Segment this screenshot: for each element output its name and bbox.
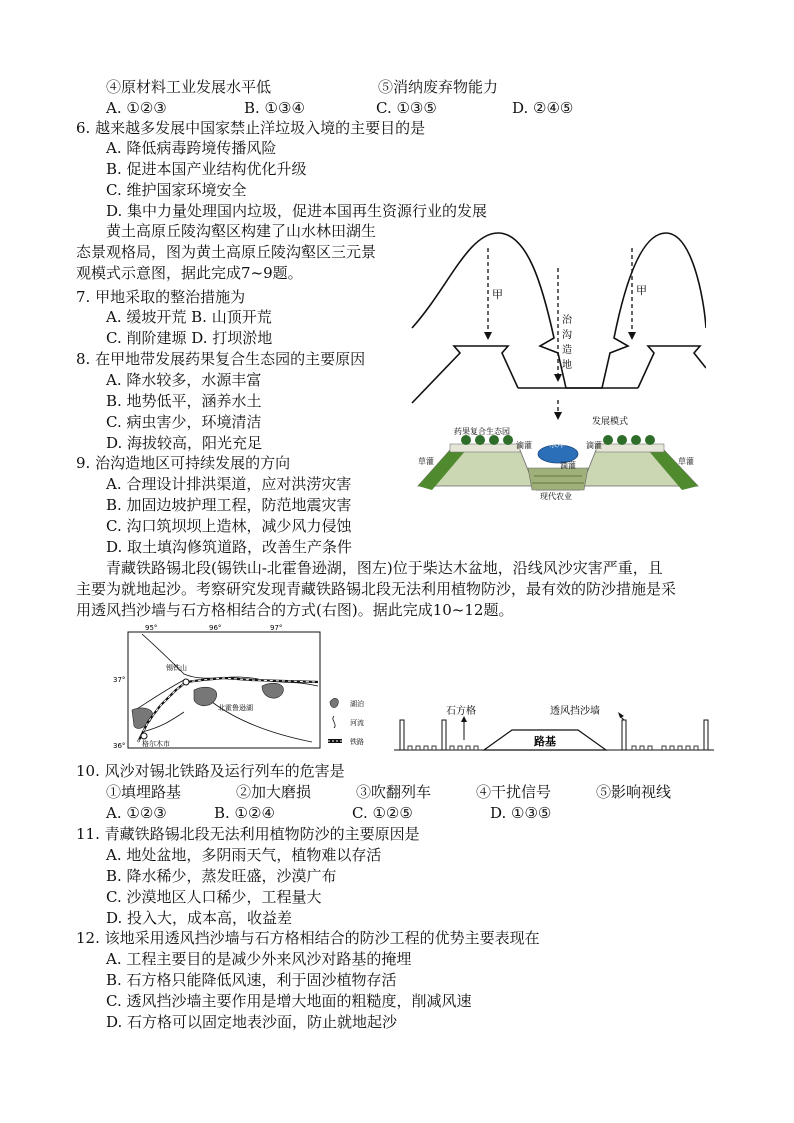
prev-item-4: ④原材料工业发展水平低 — [106, 78, 272, 96]
lon-96: 96° — [209, 624, 222, 632]
modern-agriculture-label: 现代农业 — [540, 492, 572, 500]
wall-left — [442, 720, 446, 750]
lat-36: 36° — [113, 742, 126, 750]
q11-option-d: D. 投入大，成本高，收益差 — [106, 909, 293, 927]
eco-garden-label: 药果复合生态园 — [454, 427, 510, 436]
q9-option-a: A. 合理设计排洪渠道，应对洪涝灾害 — [106, 475, 352, 493]
wall-right — [622, 720, 626, 750]
map-frame — [128, 632, 320, 748]
q10-choice-b: B. ①②④ — [214, 804, 275, 822]
drip-right-label: 滴灌 — [586, 441, 602, 450]
q11-option-a: A. 地处盆地，多阴雨天气，植物难以存活 — [106, 846, 382, 864]
prev-choice-d: D. ②④⑤ — [512, 99, 574, 117]
label-center-3: 造 — [562, 345, 572, 356]
golmud-marker — [141, 733, 147, 739]
q12-option-d: D. 石方格可以固定地表沙面，防止就地起沙 — [106, 1013, 398, 1031]
q9-option-d: D. 取土填沟修筑道路，改善生产条件 — [106, 538, 353, 556]
q11-option-b: B. 降水稀少，蒸发旺盛，沙漠广布 — [106, 867, 337, 885]
lon-95: 95° — [145, 624, 158, 632]
drip-bottom-label: 滴灌 — [560, 461, 576, 470]
reservoir-label: 水库 — [549, 440, 565, 449]
mode-label: 发展模式 — [592, 417, 629, 427]
roadbed-label: 路基 — [534, 735, 556, 748]
intro-10-12-line1: 青藏铁路锡北段(锡铁山-北霍鲁逊湖，图左)位于柴达木盆地，沿线风沙灾害严重，且 — [106, 559, 663, 577]
wall-label: 透风挡沙墙 — [550, 706, 600, 717]
legend-river: 河流 — [350, 719, 364, 727]
q11-option-c: C. 沙漠地区人口稀少，工程量大 — [106, 888, 322, 906]
prev-choice-b: B. ①③④ — [244, 99, 305, 117]
label-jia-left: 甲 — [492, 288, 503, 301]
legend-river-icon — [333, 716, 335, 728]
q12-option-a: A. 工程主要目的是减少外来风沙对路基的掩埋 — [106, 950, 412, 968]
intro-10-12-line3: 用透风挡沙墙与石方格相结合的方式(右图)。据此完成10~12题。 — [76, 601, 514, 619]
label-center-4: 地 — [562, 360, 572, 371]
place-golmud: 格尔木市 — [142, 740, 170, 748]
q10-choice-c: C. ①②⑤ — [352, 804, 413, 822]
q10-item-5: ⑤影响视线 — [596, 783, 672, 801]
q10-choice-a: A. ①②③ — [106, 804, 167, 822]
q12-option-b: B. 石方格只能降低风速，利于固沙植物存活 — [106, 971, 397, 989]
arrow-wall — [618, 712, 624, 718]
lat-37: 37° — [113, 676, 126, 684]
label-jia-right: 甲 — [636, 284, 647, 297]
terrace-left — [412, 346, 518, 403]
prev-choice-a: A. ①②③ — [106, 99, 167, 117]
label-center-2: 沟 — [562, 330, 572, 341]
arrow-center — [554, 374, 562, 382]
xitieshan-marker — [183, 679, 189, 685]
legend-lake-icon — [330, 698, 338, 707]
q7-stem: 7. 甲地采取的整治措施为 — [76, 288, 246, 306]
q10-item-2: ②加大磨损 — [236, 783, 312, 801]
stone-grid-right — [632, 746, 698, 750]
intro-7-9-line2: 态景观格局，图为黄土高原丘陵沟壑区三元景 — [76, 243, 377, 261]
grass-left-label: 草灌 — [418, 457, 434, 466]
q8-option-b: B. 地势低平，涵养水土 — [106, 392, 262, 410]
legend-railway-icon — [328, 739, 342, 743]
drip-left-label: 滴灌 — [516, 441, 532, 450]
q7-options-row2: C. 削阶建塬 D. 打坝淤地 — [106, 329, 273, 347]
q8-stem: 8. 在甲地带发展药果复合生态园的主要原因 — [76, 350, 366, 368]
q8-option-c: C. 病虫害少，环境清洁 — [106, 413, 262, 431]
q10-choice-d: D. ①③⑤ — [490, 804, 552, 822]
q6-option-c: C. 维护国家环境安全 — [106, 181, 247, 199]
q12-stem: 12. 该地采用透风挡沙墙与石方格相结合的防沙工程的优势主要表现在 — [76, 929, 540, 947]
q6-option-b: B. 促进本国产业结构优化升级 — [106, 160, 307, 178]
label-center-1: 治 — [562, 315, 572, 326]
legend-railway: 铁路 — [350, 738, 364, 746]
terrace-right — [638, 346, 706, 388]
q10-item-4: ④干扰信号 — [476, 783, 552, 801]
legend-lake: 湖泊 — [350, 700, 364, 708]
grass-right-label: 草灌 — [678, 457, 694, 466]
q12-option-c: C. 透风挡沙墙主要作用是增大地面的粗糙度，削减风速 — [106, 992, 472, 1010]
q10-item-3: ③吹翻列车 — [356, 783, 432, 801]
intro-7-9-line3: 观模式示意图，据此完成7~9题。 — [76, 264, 303, 282]
hill-profile-line — [412, 233, 706, 388]
q6-option-d: D. 集中力量处理国内垃圾，促进本国再生资源行业的发展 — [106, 202, 488, 220]
q9-option-b: B. 加固边坡护理工程，防范地震灾害 — [106, 496, 352, 514]
q8-option-d: D. 海拔较高，阳光充足 — [106, 434, 263, 452]
xibei-railway-map — [112, 622, 324, 754]
place-xitieshan: 锡铁山 — [166, 664, 187, 672]
q10-item-1: ①填埋路基 — [106, 783, 182, 801]
wall-far-left — [400, 720, 404, 750]
wall-far-right — [704, 720, 708, 750]
q8-option-a: A. 降水较多，水源丰富 — [106, 371, 262, 389]
arrow-right — [628, 332, 636, 340]
loess-landscape-figure — [408, 228, 706, 500]
place-huoluxun-lake: 北霍鲁逊湖 — [218, 704, 253, 712]
q6-option-a: A. 降低病毒跨境传播风险 — [106, 139, 277, 157]
prev-item-5: ⑤消纳废弃物能力 — [378, 78, 499, 96]
arrow-left — [484, 332, 492, 340]
sand-control-profile — [394, 700, 714, 756]
q11-stem: 11. 青藏铁路锡北段无法利用植物防沙的主要原因是 — [76, 825, 420, 843]
intro-10-12-line2: 主要为就地起沙。考察研究发现青藏铁路锡北段无法利用植物防沙，最有效的防沙措施是采 — [76, 580, 677, 598]
q9-option-c: C. 沟口筑坝坝上造林，减少风力侵蚀 — [106, 517, 352, 535]
q6-stem: 6. 越来越多发展中国家禁止洋垃圾入境的主要目的是 — [76, 119, 426, 137]
q9-stem: 9. 治沟造地区可持续发展的方向 — [76, 454, 291, 472]
map-legend — [326, 692, 386, 754]
q7-options-row1: A. 缓坡开荒 B. 山顶开荒 — [106, 308, 272, 326]
stone-grid-label: 石方格 — [446, 706, 476, 717]
prev-choice-c: C. ①③⑤ — [376, 99, 437, 117]
intro-7-9-line1: 黄土高原丘陵沟壑区构建了山水林田湖生 — [106, 222, 377, 240]
lon-97: 97° — [270, 624, 283, 632]
q10-stem: 10. 风沙对锡北铁路及运行列车的危害是 — [76, 762, 345, 780]
